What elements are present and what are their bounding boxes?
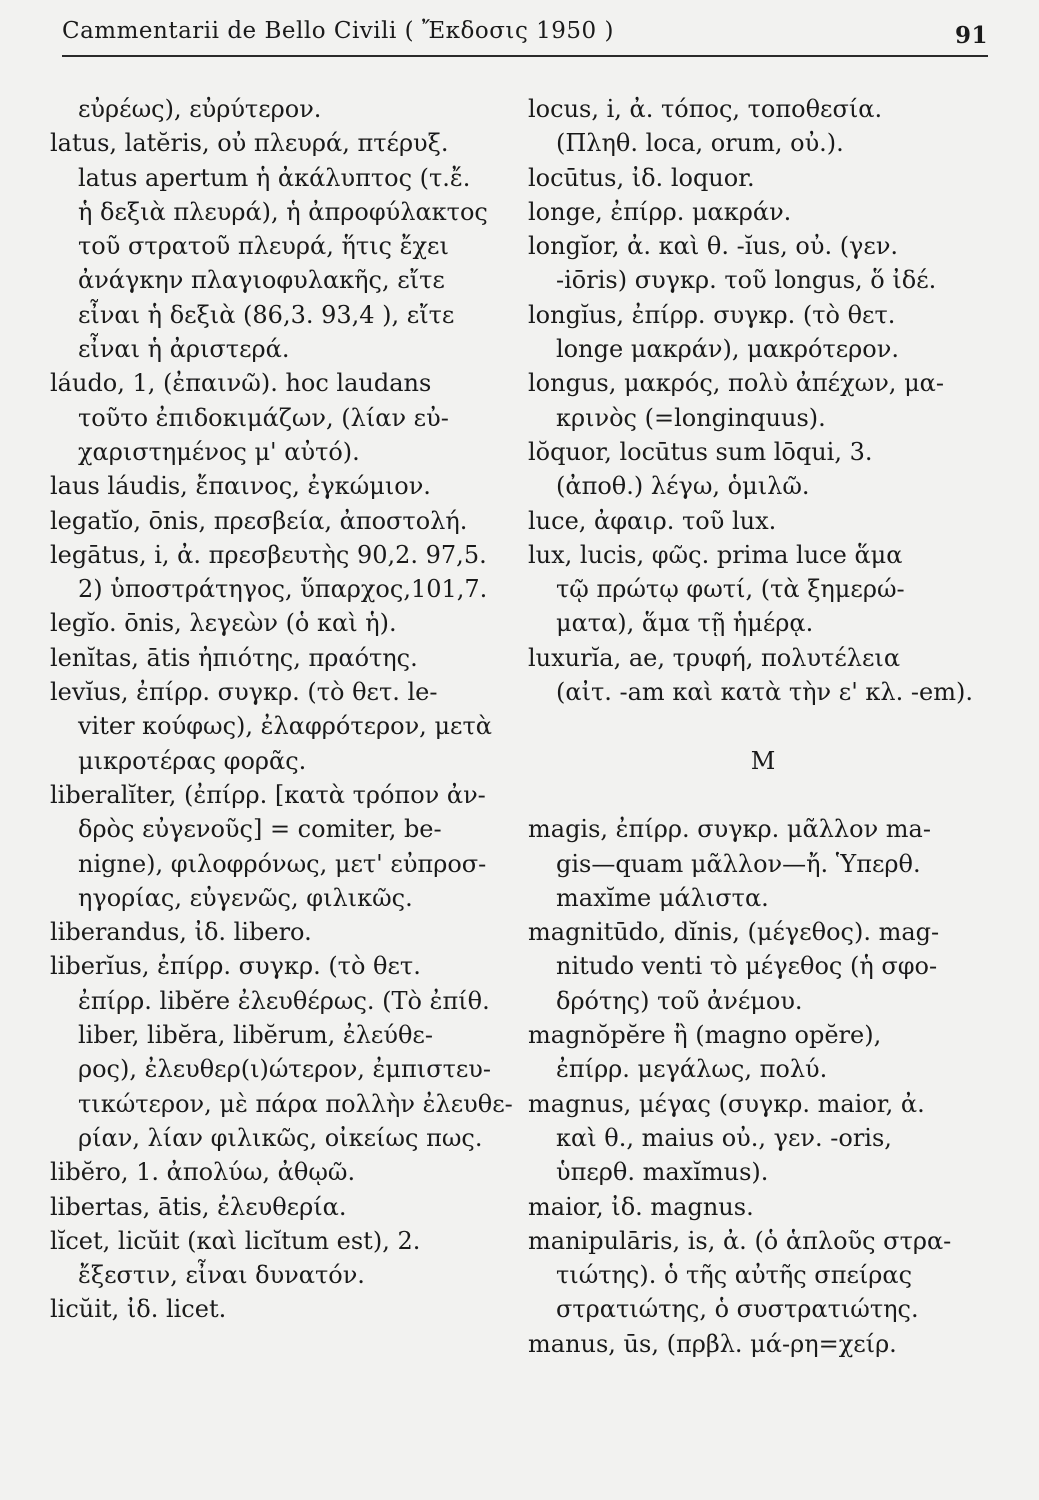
dictionary-line: lĭcet, licŭit (καὶ licĭtum est), 2. xyxy=(50,1226,421,1255)
dictionary-line: luce, ἀφαιρ. τοῦ lux. xyxy=(528,506,777,535)
dictionary-line: nitudo venti τὸ μέγεθος (ἡ σφο- xyxy=(556,952,938,981)
dictionary-line: manus, ūs, (πρβλ. μά-ρη=χείρ. xyxy=(528,1329,897,1358)
dictionary-line: τικώτερον, μὲ πάρα πολλὴν ἐλευθε- xyxy=(78,1089,513,1118)
dictionary-line: libertas, ātis, ἐλευθερία. xyxy=(50,1192,347,1221)
dictionary-line: magnitūdo, dĭnis, (μέγεθος). mag- xyxy=(528,918,940,947)
dictionary-line: ἐπίρρ. libĕre ἐλευθέρως. (Τὸ ἐπίθ. xyxy=(78,986,490,1015)
dictionary-line: liber, libĕra, libĕrum, ἐλεύθε- xyxy=(78,1021,433,1050)
dictionary-line: latus apertum ἡ ἀκάλυπτος (τ.ἔ. xyxy=(78,163,471,192)
dictionary-line: δρότης) τοῦ ἀνέμου. xyxy=(556,986,803,1015)
dictionary-line: ἡ δεξιὰ πλευρά), ἡ ἀπροφύλακτος xyxy=(78,197,488,226)
left-column xyxy=(50,92,520,1327)
dictionary-line: κρινὸς (=longinquus). xyxy=(556,403,826,432)
dictionary-line: levĭus, ἐπίρρ. συγκρ. (τὸ θετ. le- xyxy=(50,678,438,707)
running-title: Cammentarii de Bello Civili ( Ἔκδοσις 1950 ) xyxy=(62,18,614,44)
dictionary-line xyxy=(528,778,998,812)
dictionary-line: μικροτέρας φορᾶς. xyxy=(78,746,307,775)
dictionary-line: magis, ἐπίρρ. συγκρ. μᾶλλον ma- xyxy=(528,815,931,844)
dictionary-line: magnus, μέγας (συγκρ. maior, ἀ. xyxy=(528,1089,925,1118)
dictionary-line: longĭor, ἀ. καὶ θ. -ĭus, οὐ. (γεν. xyxy=(528,232,899,261)
dictionary-line: χαριστημένος μ' αὐτό). xyxy=(78,437,360,466)
page-number: 91 xyxy=(954,22,988,49)
dictionary-line: gis—quam μᾶλλον—ἤ. Ὑπερθ. xyxy=(556,849,921,878)
dictionary-line: lenĭtas, ātis ἠπιότης, πραότης. xyxy=(50,643,418,672)
dictionary-line: magnŏpĕre ἢ (magno opĕre), xyxy=(528,1021,882,1050)
dictionary-line: legatĭo, ōnis, πρεσβεία, ἀποστολή. xyxy=(50,506,468,535)
dictionary-line: legātus, i, ἀ. πρεσβευτὴς 90,2. 97,5. xyxy=(50,540,487,569)
dictionary-line: latus, latĕris, οὐ πλευρά, πτέρυξ. xyxy=(50,129,449,158)
dictionary-line: longe, ἐπίρρ. μακράν. xyxy=(528,197,792,226)
dictionary-line: τιώτης). ὁ τῆς αὐτῆς σπείρας xyxy=(556,1261,913,1290)
dictionary-line: εὐρέως), εὐρύτερον. xyxy=(78,95,322,123)
dictionary-line: ηγορίας, εὐγενῶς, φιλικῶς. xyxy=(78,883,413,912)
dictionary-line: ἐπίρρ. μεγάλως, πολύ. xyxy=(556,1055,828,1084)
right-column xyxy=(528,92,998,1361)
dictionary-line: longus, μακρός, πολὺ ἀπέχων, μα- xyxy=(528,369,944,398)
dictionary-line: nigne), φιλοφρόνως, μετ' εὐπροσ- xyxy=(78,849,487,878)
dictionary-line: 2) ὑποστράτηγος, ὕπαρχος,101,7. xyxy=(78,575,488,604)
dictionary-line: τοῦτο ἐπιδοκιμάζων, (λίαν εὐ- xyxy=(78,403,449,432)
dictionary-line: καὶ θ., maius οὐ., γεν. -oris, xyxy=(556,1123,892,1152)
dictionary-line: ἀνάγκην πλαγιοφυλακῆς, εἴτε xyxy=(78,266,445,295)
dictionary-line: εἶναι ἡ ἀριστερά. xyxy=(78,335,290,364)
dictionary-line: laus láudis, ἔπαινος, ἐγκώμιον. xyxy=(50,472,431,501)
page-header xyxy=(62,12,994,52)
dictionary-line: (Πληθ. loca, orum, οὐ.). xyxy=(556,129,844,158)
dictionary-line: libĕro, 1. ἀπολύω, ἀθῳῶ. xyxy=(50,1158,356,1187)
dictionary-line: -iōris) συγκρ. τοῦ longus, ὅ ἰδέ. xyxy=(556,266,937,295)
dictionary-line: locus, i, ἀ. τόπος, τοποθεσία. xyxy=(528,95,883,123)
dictionary-line: δρὸς εὐγενοῦς] = comiter, be- xyxy=(78,815,442,844)
dictionary-line: στρατιώτης, ὁ συστρατιώτης. xyxy=(556,1295,919,1324)
dictionary-line: longĭus, ἐπίρρ. συγκρ. (τὸ θετ. xyxy=(528,300,896,329)
dictionary-line: locūtus, ἰδ. loquor. xyxy=(528,163,755,192)
section-letter: M xyxy=(750,746,776,775)
dictionary-line: maxĭme μάλιστα. xyxy=(556,883,769,912)
dictionary-line: longe μακράν), μακρότερον. xyxy=(556,335,899,364)
dictionary-line: τοῦ στρατοῦ πλευρά, ἥτις ἔχει xyxy=(78,232,449,261)
dictionary-line: ρος), ἐλευθερ(ι)ώτερον, ἐμπιστευ- xyxy=(78,1055,492,1084)
dictionary-line: (ἀποθ.) λέγω, ὁμιλῶ. xyxy=(556,472,810,501)
dictionary-line: maior, ἰδ. magnus. xyxy=(528,1192,754,1221)
dictionary-line xyxy=(528,709,998,743)
dictionary-line: lŏquor, locūtus sum lōqui, 3. xyxy=(528,437,873,466)
dictionary-line: viter κούφως), ἐλαφρότερον, μετὰ xyxy=(78,712,492,741)
dictionary-line: ρίαν, λίαν φιλικῶς, οἰκείως πως. xyxy=(78,1123,483,1152)
dictionary-line: luxurĭa, ae, τρυφή, πολυτέλεια xyxy=(528,643,901,672)
dictionary-line: ὑπερθ. maxĭmus). xyxy=(556,1158,769,1187)
dictionary-line: liberandus, ἰδ. libero. xyxy=(50,918,312,947)
dictionary-line: τῷ πρώτῳ φωτί, (τὰ ξημερώ- xyxy=(556,575,905,604)
dictionary-line: ἔξεστιν, εἶναι δυνατόν. xyxy=(78,1261,365,1290)
dictionary-line: (αἰτ. -am καὶ κατὰ τὴν ε' κλ. -em). xyxy=(556,678,973,707)
dictionary-line: liberalĭter, (ἐπίρρ. [κατὰ τρόπον ἀν- xyxy=(50,780,486,809)
dictionary-line: liberĭus, ἐπίρρ. συγκρ. (τὸ θετ. xyxy=(50,952,421,981)
dictionary-line: ματα), ἅμα τῇ ἡμέρᾳ. xyxy=(556,609,814,638)
dictionary-line: manipulāris, is, ἀ. (ὁ ἁπλοῦς στρα- xyxy=(528,1226,952,1255)
header-rule xyxy=(62,55,988,57)
dictionary-line: εἶναι ἡ δεξιὰ (86,3. 93,4 ), εἴτε xyxy=(78,300,455,329)
dictionary-line: legĭo. ōnis, λεγεὼν (ὁ καὶ ἡ). xyxy=(50,609,397,638)
dictionary-line: licŭit, ἰδ. licet. xyxy=(50,1295,227,1324)
dictionary-line: lux, lucis, φῶς. prima luce ἅμα xyxy=(528,540,903,569)
dictionary-line: láudo, 1, (ἐπαινῶ). hoc laudans xyxy=(50,369,432,398)
